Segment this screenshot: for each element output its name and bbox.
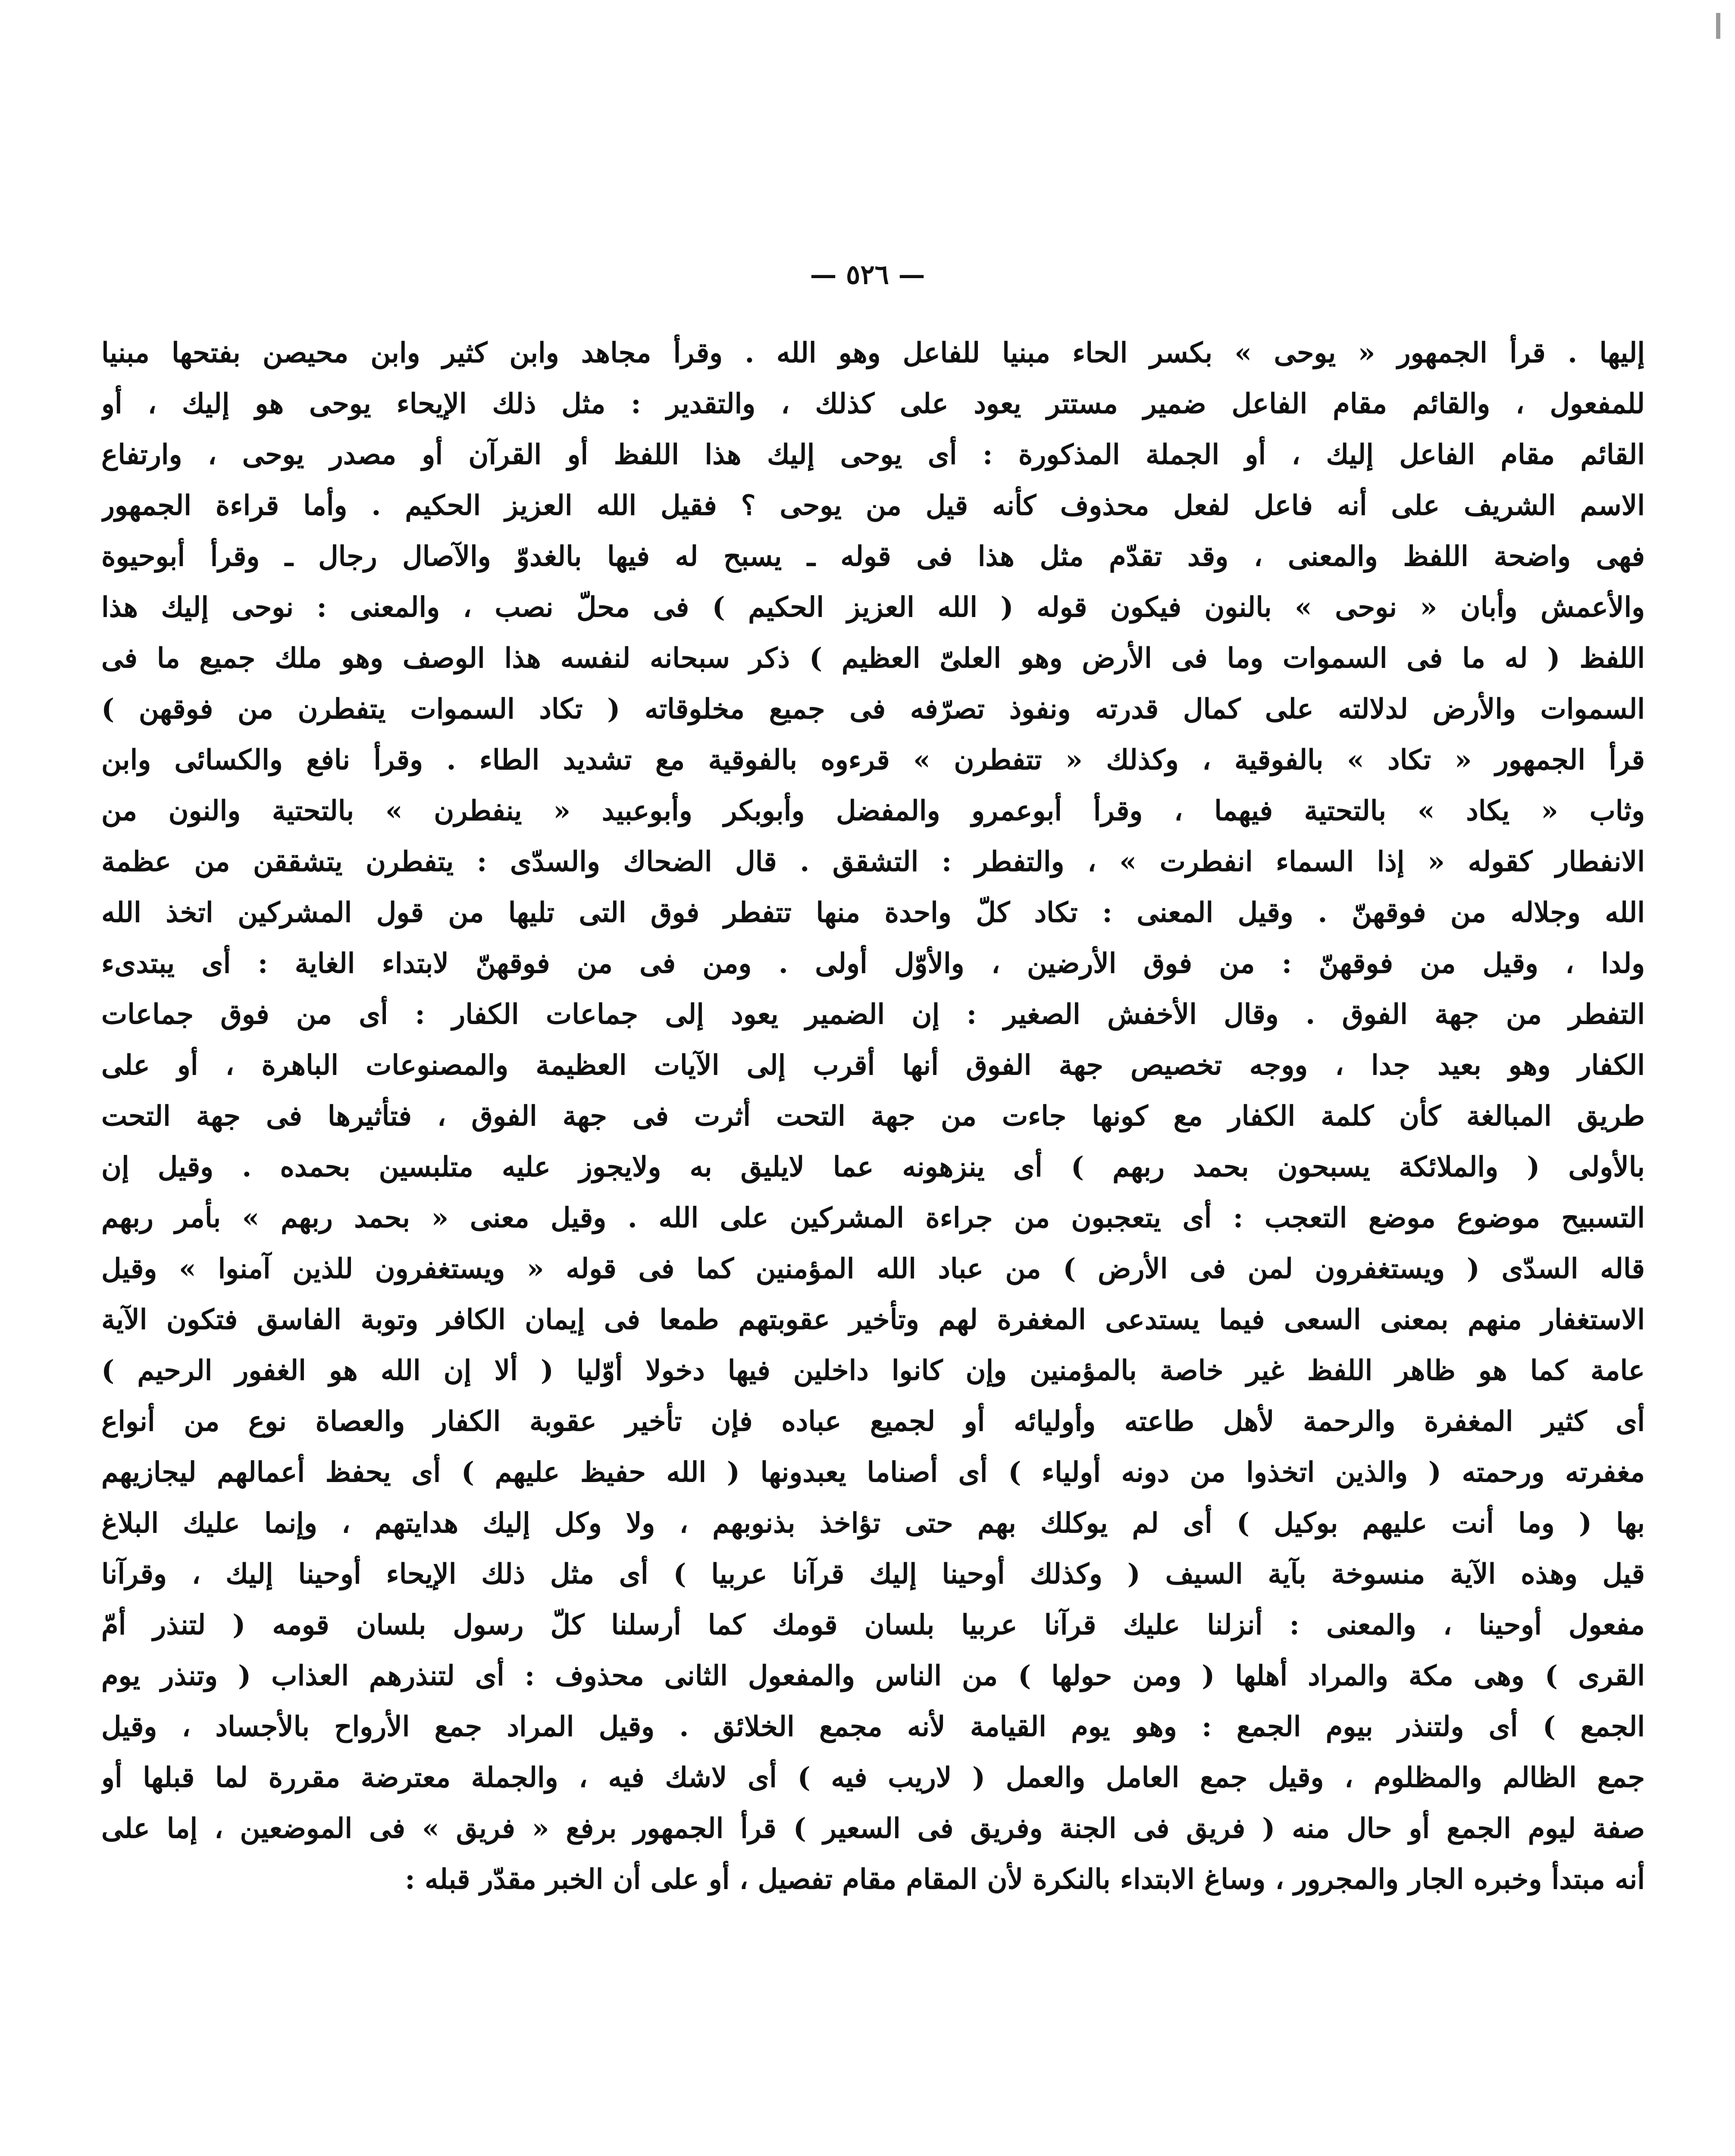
text-line: والأعمش وأبان « نوحى » بالنون فيكون قوله ( الله العزيز الحكيم ) فى محلّ نصب ، والمعنى : نوحى إليك هذا [101,591,1645,624]
text-line: عامة كما هو ظاهر اللفظ غير خاصة بالمؤمنين وإن كانوا داخلين فيها دخولا أوّليا ( ألا إن الله هو الغفور الرحيم ) [101,1354,1645,1387]
text-line: الله وجلاله من فوقهنّ . وقيل المعنى : تكاد كلّ واحدة منها تتفطر فوق التى تليها من قول المشركين اتخذ الله [101,896,1645,929]
text-line: الاستغفار منهم بمعنى السعى فيما يستدعى المغفرة لهم وتأخير عقوبتهم طمعا فى إيمان الكافر وتوبة الفاسق فتكون الآية [101,1304,1645,1336]
text-line: التسبيح موضوع موضع التعجب : أى يتعجبون من جراءة المشركين على الله . وقيل معنى « بحمد ربهم » بأمر ربهم [101,1202,1645,1234]
text-line: أنه مبتدأ وخبره الجار والمجرور ، وساغ الابتداء بالنكرة لأن المقام مقام تفصيل ، أو على أن الخبر مقدّر قبله : [405,1863,1645,1896]
body-text [101,328,1645,1905]
text-line: وثاب « يكاد » بالتحتية فيهما ، وقرأ أبوعمرو والمفضل وأبوبكر وأبوعبيد « ينفطرن » بالتحتية والنون من [101,795,1645,827]
text-line: الكفار وهو بعيد جدا ، ووجه تخصيص جهة الفوق أنها أقرب إلى الآيات العظيمة والمصنوعات الباهرة ، أو على [101,1049,1645,1081]
page-number: — ٥٢٦ — [810,259,925,290]
text-line: اللفظ ( له ما فى السموات وما فى الأرض وهو العلىّ العظيم ) ذكر سبحانه لنفسه هذا الوصف وهو ملك جميع ما فى [101,642,1645,674]
text-line: مغفرته ورحمته ( والذين اتخذوا من دونه أولياء ) أى أصناما يعبدونها ( الله حفيظ عليهم ) أى يحفظ أعمالهم ليجازيهم [101,1456,1645,1489]
text-line: طريق المبالغة كأن كلمة الكفار مع كونها جاءت من جهة التحت أثرت فى جهة الفوق ، فتأثيرها فى جهة التحت [101,1100,1645,1132]
text-line: القائم مقام الفاعل إليك ، أو الجملة المذكورة : أى يوحى إليك هذا اللفظ أو القرآن أو مصدر يوحى ، وارتفاع [101,439,1645,471]
text-line: أى كثير المغفرة والرحمة لأهل طاعته وأوليائه أو لجميع عباده فإن تأخير عقوبة الكفار والعصاة نوع من أنواع [101,1405,1645,1438]
text-line: قاله السدّى ( ويستغفرون لمن فى الأرض ) من عباد الله المؤمنين كما فى قوله « ويستغفرون للذين آمنوا » وقيل [101,1253,1645,1285]
text-line: بالأولى ( والملائكة يسبحون بحمد ربهم ) أى ينزهونه عما لايليق به ولايجوز عليه متلبسين بحمده . وقيل إن [101,1151,1645,1183]
text-line: قرأ الجمهور « تكاد » بالفوقية ، وكذلك « تتفطرن » قرءوه بالفوقية مع تشديد الطاء . وقرأ نافع والكسائى وابن [101,744,1645,776]
text-line: إليها . قرأ الجمهور « يوحى » بكسر الحاء مبنيا للفاعل وهو الله . وقرأ مجاهد وابن كثير وابن محيصن بفتحها مبنيا [101,337,1645,369]
text-line: الانفطار كقوله « إذا السماء انفطرت » ، والتفطر : التشقق . قال الضحاك والسدّى : يتفطرن يتشققن من عظمة [101,846,1645,878]
text-line: جمع الظالم والمظلوم ، وقيل جمع العامل والعمل ( لاريب فيه ) أى لاشك فيه ، والجملة معترضة مقررة لما قبلها أو [101,1761,1645,1794]
text-line: صفة ليوم الجمع أو حال منه ( فريق فى الجنة وفريق فى السعير ) قرأ الجمهور برفع « فريق » فى الموضعين ، إما على [101,1812,1645,1845]
text-line: التفطر من جهة الفوق . وقال الأخفش الصغير : إن الضمير يعود إلى جماعات الكفار : أى من فوق جماعات [101,998,1645,1031]
text-line: فهى واضحة اللفظ والمعنى ، وقد تقدّم مثل هذا فى قوله ـ يسبح له فيها بالغدوّ والآصال رجال ـ وقرأ أبوحيوة [101,540,1645,573]
text-line: الجمع ) أى ولتنذر بيوم الجمع : وهو يوم القيامة لأنه مجمع الخلائق . وقيل المراد جمع الأرواح بالأجساد ، وقيل [101,1711,1645,1743]
page-edge-mark [1716,13,1720,39]
text-line: مفعول أوحينا ، والمعنى : أنزلنا عليك قرآنا عربيا بلسان قومك كما أرسلنا كلّ رسول بلسان قومه ( لتنذر أمّ [101,1609,1645,1641]
text-line: بها ( وما أنت عليهم بوكيل ) أى لم يوكلك بهم حتى تؤاخذ بذنوبهم ، ولا وكل إليك هدايتهم ، وإنما عليك البلاغ [101,1507,1645,1539]
text-line: للمفعول ، والقائم مقام الفاعل ضمير مستتر يعود على كذلك ، والتقدير : مثل ذلك الإيحاء يوحى هو إليك ، أو [101,388,1645,420]
text-line: الاسم الشريف على أنه فاعل لفعل محذوف كأنه قيل من يوحى ؟ فقيل الله العزيز الحكيم . وأما قراءة الجمهور [101,489,1645,522]
text-line: ولدا ، وقيل من فوقهنّ : من فوق الأرضين ، والأوّل أولى . ومن فى من فوقهنّ لابتداء الغاية : أى يبتدىء [101,947,1645,980]
text-line: السموات والأرض لدلالته على كمال قدرته ونفوذ تصرّفه فى جميع مخلوقاته ( تكاد السموات يتفطرن من فوقهن ) [101,693,1645,725]
text-line: القرى ) وهى مكة والمراد أهلها ( ومن حولها ) من الناس والمفعول الثانى محذوف : أى لتنذرهم العذاب ( وتنذر يوم [101,1660,1645,1692]
text-line: قيل وهذه الآية منسوخة بآية السيف ( وكذلك أوحينا إليك قرآنا عربيا ) أى مثل ذلك الإيحاء أوحينا إليك ، وقرآنا [101,1558,1645,1590]
